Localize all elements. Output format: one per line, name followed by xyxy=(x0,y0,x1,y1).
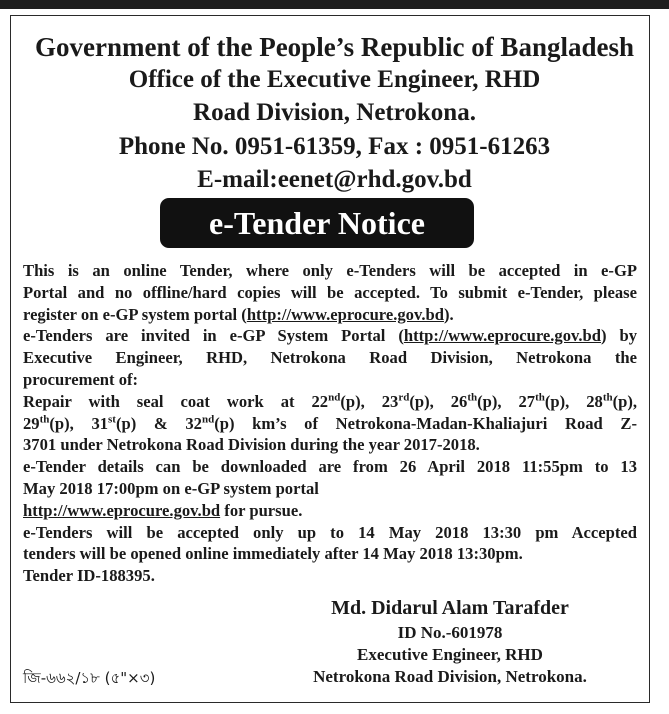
body-text: for pursue. xyxy=(220,500,303,520)
body-line: e-Tenders will be accepted only up to 14 May 2018 13:30 pm Accepted xyxy=(23,522,637,542)
body-line xyxy=(23,325,637,347)
email-line: E-mail:eenet@rhd.gov.bd xyxy=(197,166,472,193)
ordinal-suffix: th xyxy=(39,413,50,426)
work-line xyxy=(23,413,637,435)
work-line xyxy=(23,391,637,413)
body-line: May 2018 17:00pm on e-GP system portal xyxy=(23,478,319,498)
ordinal-suffix: th xyxy=(535,391,545,404)
phone-fax-line: Phone No. 0951-61359, Fax : 0951-61263 xyxy=(118,133,551,160)
chainage-number: 31 xyxy=(91,413,109,433)
eprocure-link[interactable]: http://www.eprocure.gov.bd xyxy=(23,500,221,520)
tender-id: Tender ID-188395. xyxy=(23,566,155,586)
body-line: tenders will be opened online immediately after 14 May 2018 13:30pm. xyxy=(23,544,523,564)
body-text: (p), xyxy=(49,413,92,433)
body-text: e-Tenders are invited in e-GP System Portal ( xyxy=(23,326,404,346)
ordinal-suffix: st xyxy=(108,413,116,426)
body-line: Executive Engineer, RHD, Netrokona Road Division, Netrokona the xyxy=(23,348,637,368)
body-line: procurement of: xyxy=(23,369,139,389)
chainage-number: 28 xyxy=(586,391,603,411)
eprocure-link[interactable]: http://www.eprocure.gov.bd xyxy=(403,326,602,346)
top-border-bar xyxy=(0,0,669,9)
body-line: This is an online Tender, where only e-Tenders will be accepted in e-GP xyxy=(23,261,637,280)
ordinal-suffix: nd xyxy=(201,413,215,426)
body-text: register on e-GP system portal ( xyxy=(23,304,247,324)
notice-body xyxy=(23,260,637,587)
division-title: Road Division, Netrokona. xyxy=(193,99,476,126)
body-line xyxy=(23,304,637,326)
signatory-name: Md. Didarul Alam Tarafder xyxy=(331,597,569,619)
eprocure-link[interactable]: http://www.eprocure.gov.bd xyxy=(246,304,444,324)
body-line xyxy=(23,500,637,522)
signatory-title: Executive Engineer, RHD xyxy=(357,645,543,664)
signatory-office: Netrokona Road Division, Netrokona. xyxy=(313,667,587,686)
body-text: (p), xyxy=(340,391,382,411)
body-text: (p), xyxy=(612,391,638,411)
chainage-number: 22 xyxy=(311,391,329,411)
body-line: e-Tender details can be downloaded are from 26 April 2018 11:55pm to 13 xyxy=(23,457,637,477)
ordinal-suffix: rd xyxy=(398,391,410,404)
body-text: (p), xyxy=(544,391,587,411)
body-text: ). xyxy=(443,304,454,324)
chainage-number: 32 xyxy=(185,413,202,433)
body-text: (p), xyxy=(477,391,519,411)
government-title: Government of the People’s Republic of Bangladesh xyxy=(35,32,634,62)
ordinal-suffix: th xyxy=(467,391,478,404)
chainage-number: 29 xyxy=(23,413,40,433)
body-text: Repair with seal coat work at xyxy=(23,391,312,411)
body-text: (p) & xyxy=(115,413,186,433)
memo-number: জি-৬৬২/১৮ (৫"×৩) xyxy=(23,669,156,687)
chainage-number: 26 xyxy=(450,391,468,411)
body-text: (p) km’s of Netrokona-Madan-Khaliajuri Road Z- xyxy=(214,413,638,433)
ordinal-suffix: nd xyxy=(328,391,341,404)
signatory-id: ID No.-601978 xyxy=(397,623,503,642)
office-title: Office of the Executive Engineer, RHD xyxy=(128,66,541,93)
body-text: (p), xyxy=(409,391,451,411)
body-line: 3701 under Netrokona Road Division during the year 2017-2018. xyxy=(23,435,480,455)
body-text: ) by xyxy=(601,326,637,346)
chainage-number: 23 xyxy=(381,391,399,411)
ordinal-suffix: th xyxy=(602,391,613,404)
chainage-number: 27 xyxy=(518,391,536,411)
body-line: Portal and no offline/hard copies will be accepted. To submit e-Tender, please xyxy=(23,282,637,302)
notice-title-banner: e-Tender Notice xyxy=(160,198,474,248)
